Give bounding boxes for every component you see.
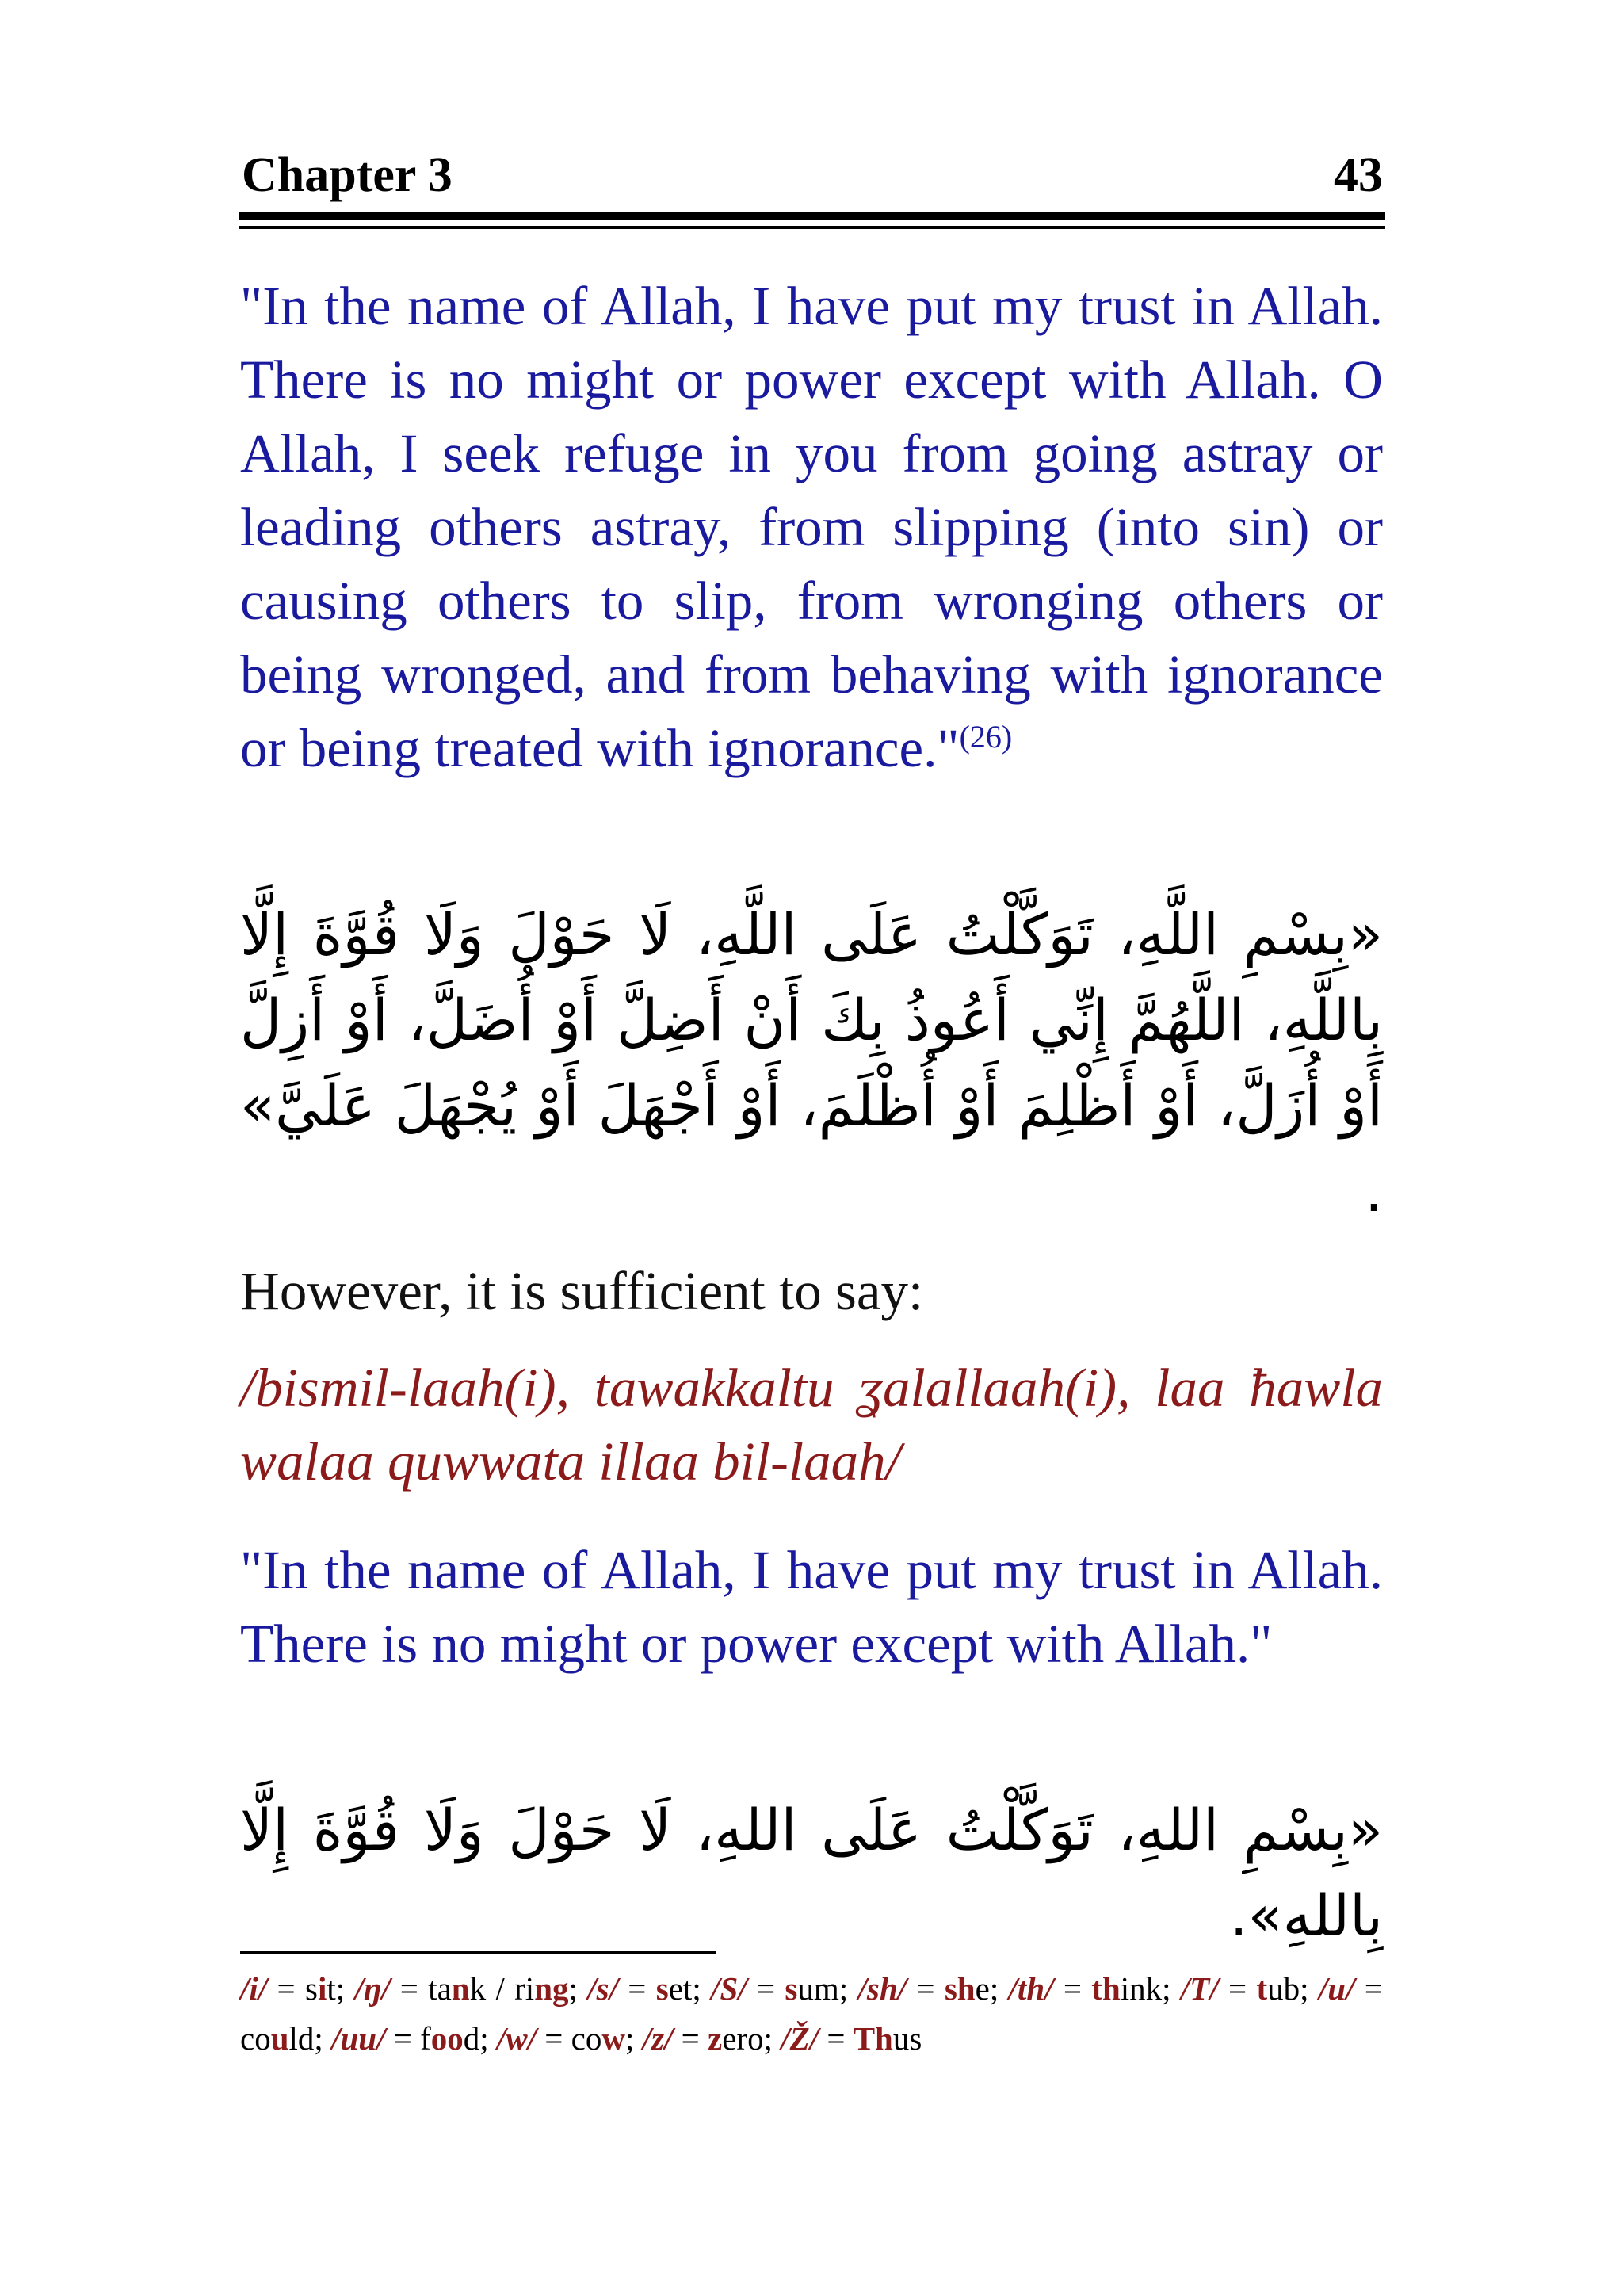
phonetic-key-entry: /i/ = sit;	[240, 1970, 355, 2007]
phonetic-symbol: /z/	[642, 2020, 674, 2057]
phonetic-key-entry: /w/ = cow;	[496, 2020, 643, 2057]
page-number: 43	[1334, 148, 1383, 202]
phonetic-key-footnote	[240, 1964, 1383, 2064]
page-header	[242, 148, 1383, 202]
header-rule-thin	[239, 226, 1385, 229]
phonetic-symbol: /S/	[711, 1970, 747, 2007]
translation-paragraph-2: "In the name of Allah, I have put my trust in Allah. There is no might or power except with Allah."	[240, 1540, 1383, 1674]
phonetic-key-entry: /S/ = sum;	[711, 1970, 858, 2007]
phonetic-symbol: /Ž/	[781, 2020, 819, 2057]
phonetic-key-entry: /th/ = think;	[1008, 1970, 1181, 2007]
phonetic-key-entry: /s/ = set;	[587, 1970, 712, 2007]
phonetic-key-entry: /uu/ = food;	[331, 2020, 497, 2057]
phonetic-symbol: /w/	[496, 2020, 537, 2057]
footnote-rule	[240, 1951, 716, 1954]
chapter-title: Chapter 3	[242, 148, 453, 202]
phonetic-symbol: /th/	[1008, 1970, 1054, 2007]
phonetic-symbol: /s/	[587, 1970, 618, 2007]
transliteration: /bismil-laah(i), tawakkaltu ʓalallaah(i), laa ħawla walaa quwwata illaa bil-laah/	[240, 1358, 1383, 1492]
phonetic-symbol: /sh/	[857, 1970, 907, 2007]
arabic-supplication-1: «بِسْمِ اللَّهِ، تَوَكَّلْتُ عَلَى اللَّهِ، لَا حَوْلَ وَلَا قُوَّةَ إِلَّا بِاللَّهِ، اللَّهُمَّ إِنِّي أَعُوذُ بِكَ أَنْ أَضِلَّ أَوْ أُضَلَّ، أَوْ أَزِلَّ أَوْ أُزَلَّ، أَوْ أَظْلِمَ أَوْ أُظْلَمَ، أَوْ أَجْهَلَ أَوْ يُجْهَلَ عَلَيَّ» .	[240, 901, 1383, 1224]
phonetic-key-entry: /z/ = zero;	[642, 2020, 781, 2057]
phonetic-symbol: /ŋ/	[354, 1970, 391, 2007]
footnote-reference: (26)	[959, 719, 1013, 755]
phonetic-symbol: /u/	[1318, 1970, 1355, 2007]
translation-text-1: "In the name of Allah, I have put my trust in Allah. There is no might or power except with Allah. O Allah, I seek refuge in you from going astray or leading others astray, from slipping (into sin) or causing others to slip, from wronging others or being wronged, and from behaving with ignorance or being treated with ignorance."	[240, 276, 1383, 778]
header-rule-thick	[239, 212, 1385, 220]
phonetic-key-entry: /sh/ = she;	[857, 1970, 1009, 2007]
intro-text: However, it is sufficient to say:	[240, 1261, 924, 1321]
phonetic-key-entry: /u/ = could;	[240, 1970, 1383, 2057]
phonetic-symbol: /T/	[1180, 1970, 1219, 2007]
phonetic-symbol: /uu/	[331, 2020, 386, 2057]
phonetic-key-entry: /Ž/ = Thus	[781, 2020, 922, 2057]
phonetic-symbol: /i/	[240, 1970, 268, 2007]
arabic-supplication-2: «بِسْمِ اللهِ، تَوَكَّلْتُ عَلَى اللهِ، لَا حَوْلَ وَلَا قُوَّةَ إِلَّا بِاللهِ».	[240, 1797, 1383, 1949]
phonetic-key-entry: /T/ = tub;	[1180, 1970, 1319, 2007]
phonetic-key-entry: /ŋ/ = tank / ring;	[354, 1970, 588, 2007]
translation-paragraph-1	[240, 269, 1383, 785]
